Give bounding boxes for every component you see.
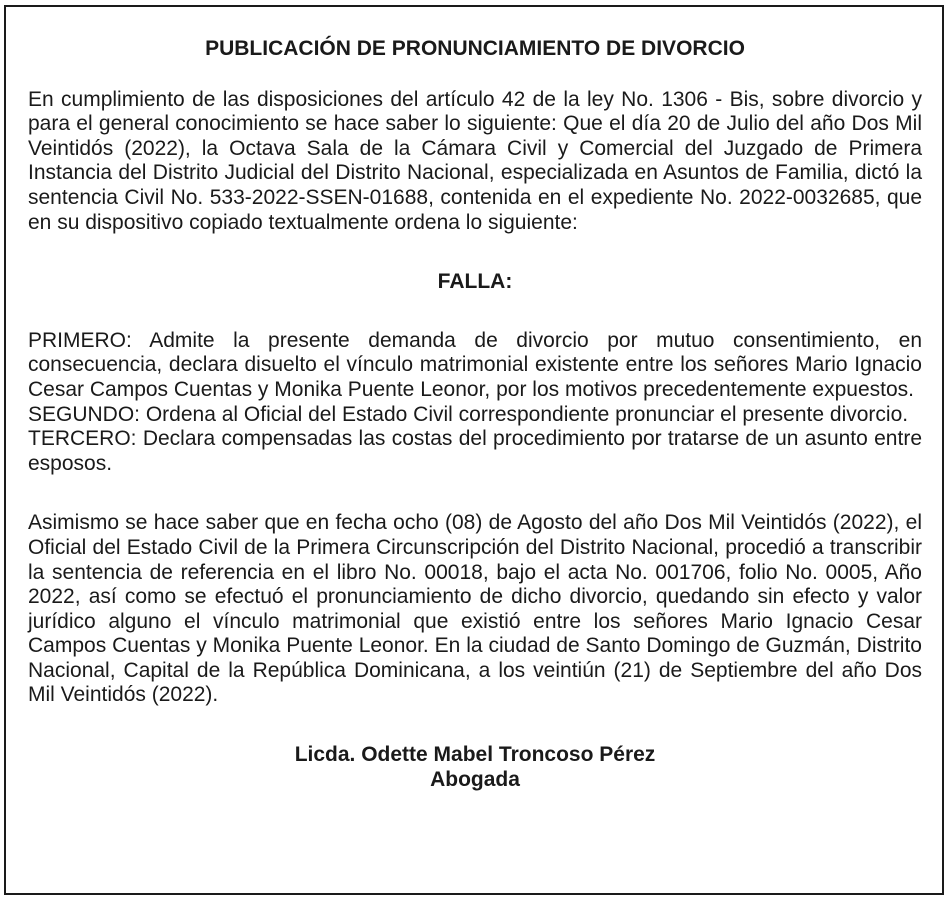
closing-paragraph: Asimismo se hace saber que en fecha ocho (08) de Agosto del año Dos Mil Veintidós (2022), el Oficial del Estado Civil de la Primera Circunscripción del Distrito Nacional, procedió a transcribir la sentencia de referencia en el libro No. 00018, bajo el acta No. 001706, folio No. 0005, Año 2022, así como se efectuó el pronunciamiento de dicho divorcio, quedando sin efecto y valor jurídico alguno el vínculo matrimonial que existió entre los señores Mario Ignacio Cesar Campos Cuentas y Monika Puente Leonor. En la ciudad de Santo Domingo de Guzmán, Distrito Nacional, Capital de la República Dominicana, a los veintiún (21) de Septiembre del año Dos Mil Veintidós (2022). [28, 511, 922, 707]
ruling-tercero: TERCERO: Declara compensadas las costas del procedimiento por tratarse de un asunto entre esposos. [28, 427, 922, 475]
ruling-segundo: SEGUNDO: Ordena al Oficial del Estado Civil correspondiente pronunciar el presente divorcio. [28, 402, 909, 426]
page-title: PUBLICACIÓN DE PRONUNCIAMIENTO DE DIVORCIO [205, 37, 745, 60]
notice-frame [4, 5, 944, 895]
signer-name: Licda. Odette Mabel Troncoso Pérez [294, 743, 656, 767]
intro-paragraph: En cumplimiento de las disposiciones del artículo 42 de la ley No. 1306 - Bis, sobre divorcio y para el general conocimiento se hace saber lo siguiente: Que el día 20 de Julio del año Dos Mil Veintidós (2022), la Octava Sala de la Cámara Civil y Comercial del Juzgado de Primera Instancia del Distrito Judicial del Distrito Nacional, especializada en Asuntos de Familia, dictó la sentencia Civil No. 533-2022-SSEN-01688, contenida en el expediente No. 2022-0032685, que en su dispositivo copiado textualmente ordena lo siguiente: [28, 87, 922, 234]
signature-block [28, 743, 922, 792]
falla-heading: FALLA: [437, 270, 513, 294]
signer-role: Abogada [430, 767, 520, 791]
notice-content [28, 37, 922, 792]
ruling-list [28, 329, 922, 477]
ruling-primero: PRIMERO: Admite la presente demanda de divorcio por mutuo consentimiento, en consecuencia, declara disuelto el vínculo matrimonial existente entre los señores Mario Ignacio Cesar Campos Cuentas y Monika Puente Leonor, por los motivos precedentemente expuestos. [28, 328, 922, 401]
